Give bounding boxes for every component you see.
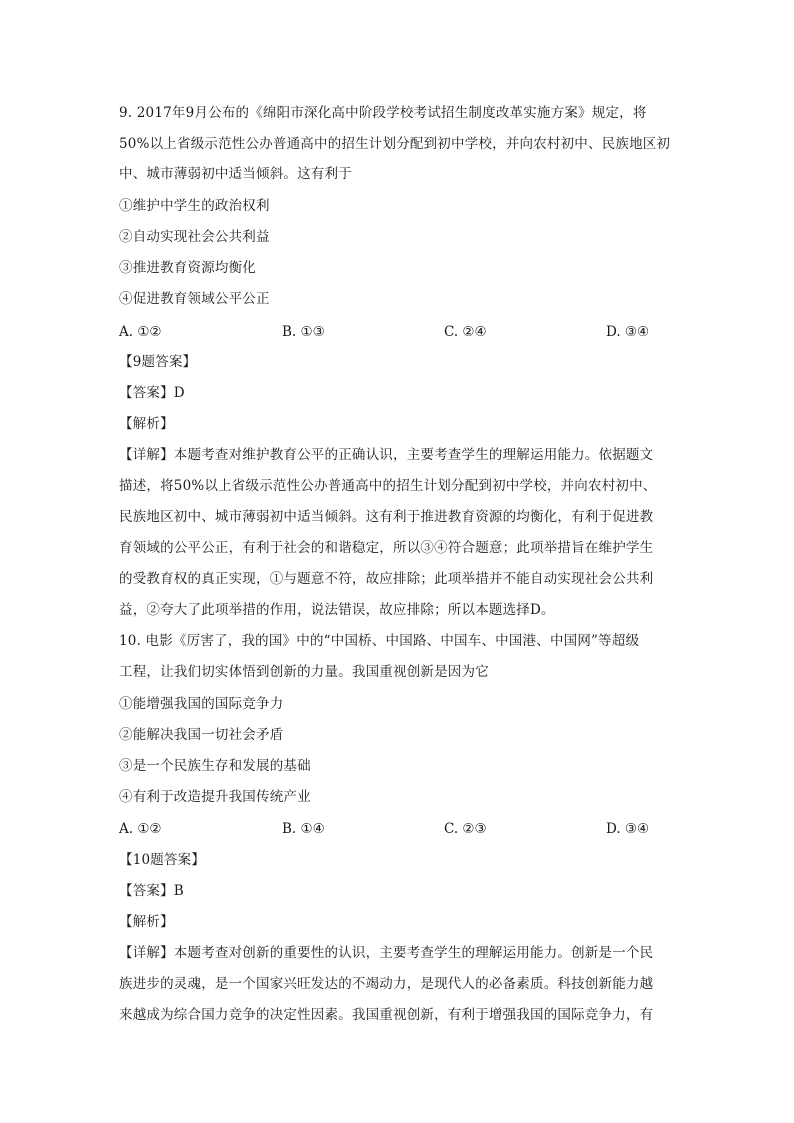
q10-stem-line: 10. 电影《厉害了，我的国》中的“中国桥、中国路、中国车、中国港、中国网”等超级 [119,633,640,649]
q10-answer: 【答案】B [119,883,184,899]
q9-stem-line: 50%以上省级示范性公办普通高中的招生计划分配到初中学校，并向农村初中、民族地区初 [119,136,671,152]
q10-analysis-header: 【解析】 [119,914,174,930]
q9-option-d: D. ③④ [606,324,650,340]
q10-analysis-line: 来越成为综合国力竞争的决定性因素。我国重视创新，有利于增强我国的国际竞争力，有 [119,1007,654,1023]
q9-analysis-line: 的受教育权的真正实现，①与题意不符，故应排除；此项举措并不能自动实现社会公共利 [119,571,654,587]
q9-analysis-line: 【详解】本题考查对维护教育公平的正确认识，主要考查学生的理解运用能力。依据题文 [119,447,654,463]
q10-item: ①能增强我国的国际竞争力 [119,696,284,712]
q10-stem-line: 工程，让我们切实体悟到创新的力量。我国重视创新是因为它 [119,664,489,680]
q9-option-c: C. ②④ [444,324,487,340]
q9-analysis-line: 育领域的公平公正，有利于社会的和谐稳定，所以③④符合题意；此项举措旨在维护学生 [119,540,654,556]
q9-stem-line: 中、城市薄弱初中适当倾斜。这有利于 [119,166,352,182]
q10-item: ②能解决我国一切社会矛盾 [119,727,284,743]
q9-option-a: A. ①② [119,324,162,340]
q9-item: ④促进教育领域公平公正 [119,291,270,307]
q9-stem-line: 9. 2017年9月公布的《绵阳市深化高中阶段学校考试招生制度改革实施方案》规定，将 [119,105,647,121]
q9-analysis-line: 描述，将50%以上省级示范性公办普通高中的招生计划分配到初中学校，并向农村初中、 [119,478,657,494]
q10-option-a: A. ①② [119,821,162,837]
q9-analysis-line: 益，②夸大了此项举措的作用，说法错误，故应排除；所以本题选择D。 [119,602,555,618]
q9-item: ③推进教育资源均衡化 [119,260,256,276]
q10-item: ④有利于改造提升我国传统产业 [119,789,311,805]
q10-analysis-line: 【详解】本题考查对创新的重要性的认识，主要考查学生的理解运用能力。创新是一个民 [119,945,654,961]
q10-analysis-line: 族进步的灵魂，是一个国家兴旺发达的不竭动力，是现代人的必备素质。科技创新能力越 [119,976,654,992]
q10-option-d: D. ③④ [606,821,650,837]
q9-answer-header: 【9题答案】 [119,354,197,370]
q10-answer-header: 【10题答案】 [119,852,206,868]
q9-item: ②自动实现社会公共利益 [119,229,270,245]
q10-option-c: C. ②③ [444,821,487,837]
q9-option-b: B. ①③ [282,324,325,340]
q10-item: ③是一个民族生存和发展的基础 [119,758,311,774]
q9-analysis-line: 民族地区初中、城市薄弱初中适当倾斜。这有利于推进教育资源的均衡化，有利于促进教 [119,509,654,525]
q9-answer: 【答案】D [119,385,185,401]
q9-item: ①维护中学生的政治权利 [119,198,270,214]
q10-option-b: B. ①④ [282,821,325,837]
q9-analysis-header: 【解析】 [119,416,174,432]
